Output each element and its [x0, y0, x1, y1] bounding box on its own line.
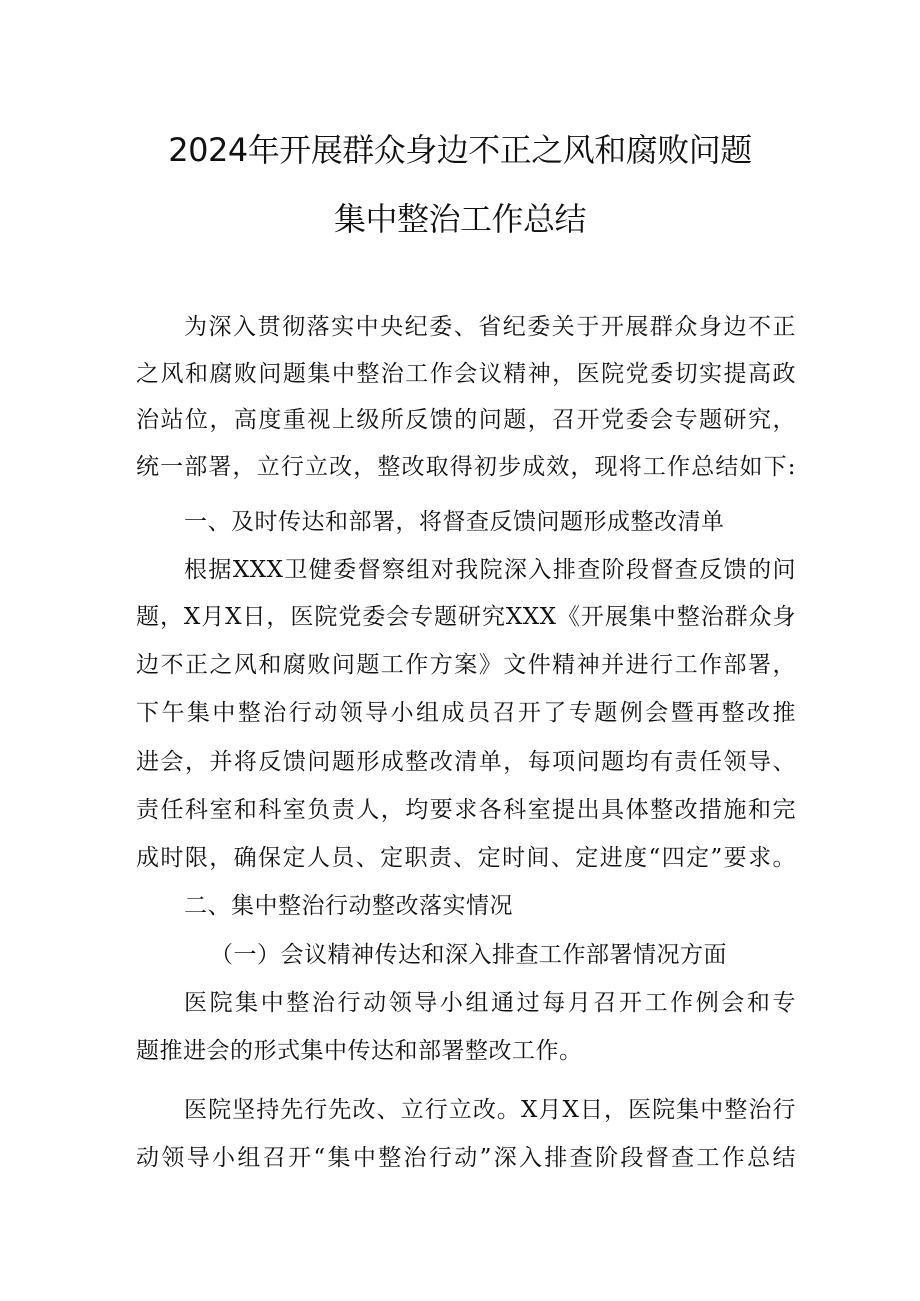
- body-line-10: 进会，并将反馈问题形成整改清单，每项问题均有责任领导、: [136, 749, 796, 775]
- section-heading-1: 一、及时传达和部署，将督查反馈问题形成整改清单: [184, 509, 725, 535]
- body-line-11: 责任科室和科室负责人，均要求各科室提出具体整改措施和完: [136, 797, 796, 823]
- body-line-3: 治站位，高度重视上级所反馈的问题，召开党委会专题研究，: [136, 407, 796, 433]
- body-line-2: 之风和腐败问题集中整治工作会议精神，医院党委切实提高政: [136, 361, 796, 387]
- body-line-12: 成时限，确保定人员、定职责、定时间、定进度“四定”要求。: [136, 845, 796, 871]
- document-title-line-1: 2024年开展群众身边不正之风和腐败问题: [168, 131, 752, 169]
- document-title-line-2: 集中整治工作总结: [333, 200, 586, 238]
- body-line-16: 题推进会的形式集中传达和部署整改工作。: [136, 1038, 583, 1064]
- body-line-4: 统一部署，立行立改，整改取得初步成效，现将工作总结如下:: [136, 454, 796, 480]
- body-line-7: 题，X月X日，医院党委会专题研究XXX《开展集中整治群众身: [136, 604, 796, 630]
- body-line-18: 动领导小组召开“集中整治行动”深入排查阶段督查工作总结: [136, 1145, 796, 1171]
- body-line-15: 医院集中整治行动领导小组通过每月召开工作例会和专: [184, 990, 796, 1016]
- subsection-heading-1: （一）会议精神传达和深入排查工作部署情况方面: [210, 942, 727, 968]
- body-line-17: 医院坚持先行先改、立行立改。X月X日，医院集中整治行: [184, 1097, 796, 1123]
- body-line-6: 根据XXX卫健委督察组对我院深入排查阶段督查反馈的问: [184, 557, 796, 583]
- body-line-1: 为深入贯彻落实中央纪委、省纪委关于开展群众身边不正: [184, 314, 796, 340]
- body-line-8: 边不正之风和腐败问题工作方案》文件精神并进行工作部署，: [136, 652, 796, 678]
- body-line-9: 下午集中整治行动领导小组成员召开了专题例会暨再整改推: [136, 700, 796, 726]
- section-heading-2: 二、集中整治行动整改落实情况: [184, 893, 513, 919]
